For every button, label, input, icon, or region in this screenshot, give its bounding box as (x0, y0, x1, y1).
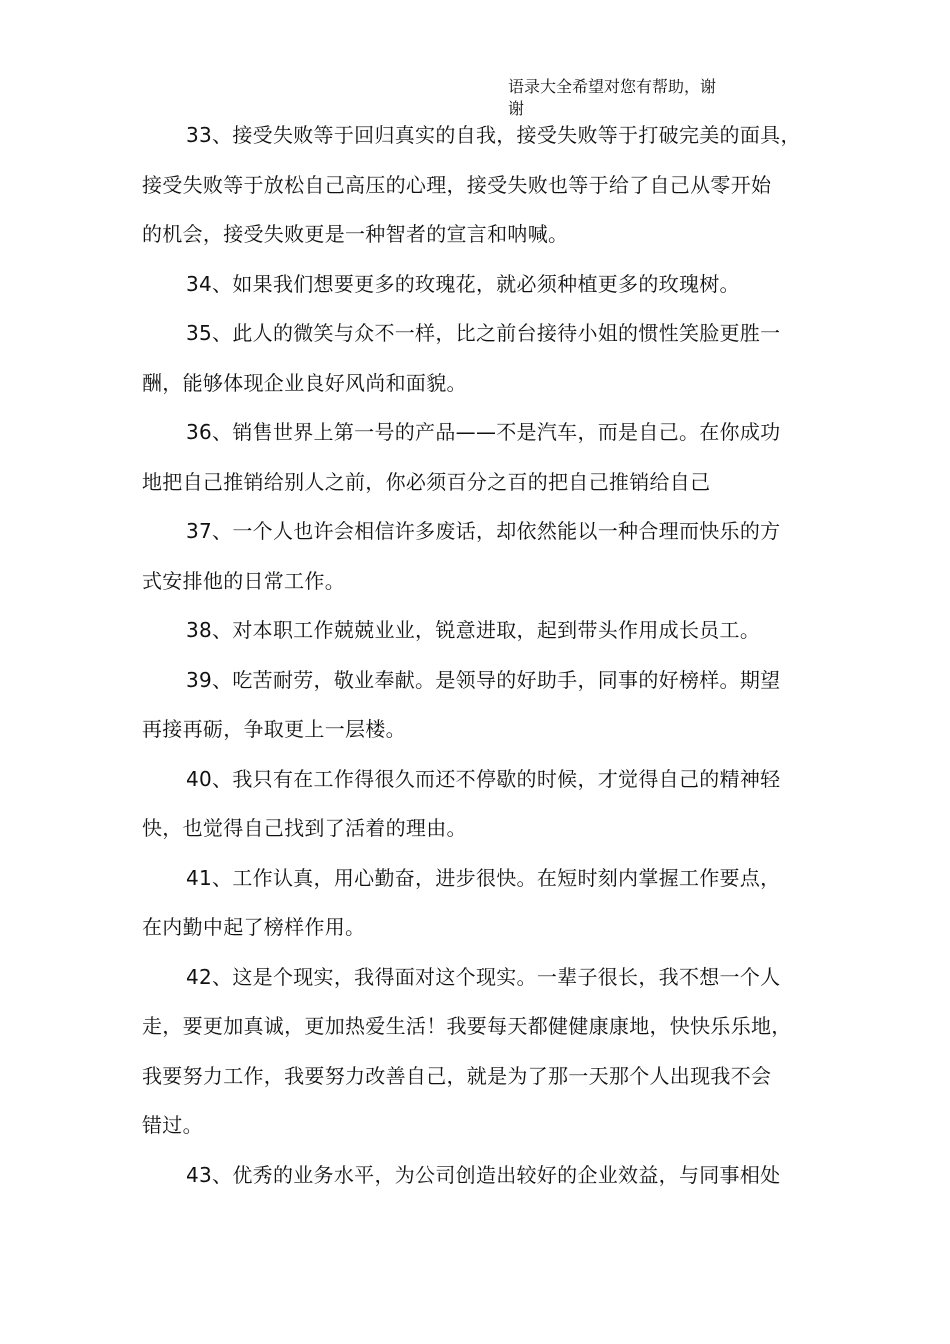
paragraph-line: 我要努力工作，我要努力改善自己，就是为了那一天那个人出现我不会 (142, 1063, 772, 1088)
paragraph-first-line: 33、接受失败等于回归真实的自我，接受失败等于打破完美的面具， (186, 123, 801, 147)
paragraph-first-line: 41、工作认真，用心勤奋，进步很快。在短时刻内掌握工作要点， (186, 865, 781, 890)
paragraph-first-line: 34、如果我们想要更多的玫瑰花，就必须种植更多的玫瑰树。 (186, 271, 740, 296)
paragraph-first-line: 35、此人的微笑与众不一样，比之前台接待小姐的惯性笑脸更胜一 (186, 321, 781, 345)
header-note (508, 76, 758, 120)
paragraph-line: 在内勤中起了榜样作用。 (142, 915, 366, 939)
paragraph-first-line: 36、销售世界上第一号的产品——不是汽车，而是自己。在你成功 (186, 420, 781, 444)
paragraph-line: 地把自己推销给别人之前，你必须百分之百的把自己推销给自己 (142, 469, 711, 494)
paragraph-first-line: 39、吃苦耐劳，敬业奉献。是领导的好助手，同事的好榜样。期望 (186, 667, 781, 692)
paragraph-line: 的机会，接受失败更是一种智者的宣言和呐喊。 (142, 222, 569, 246)
paragraph-line: 酬，能够体现企业良好风尚和面貌。 (142, 370, 467, 395)
paragraph-line: 再接再砺，争取更上一层楼。 (142, 717, 406, 741)
paragraph-line: 走，要更加真诚，更加热爱生活！我要每天都健健康康地，快快乐乐地， (142, 1014, 792, 1038)
paragraph-first-line: 38、对本职工作兢兢业业，锐意进取，起到带头作用成长员工。 (186, 618, 761, 642)
paragraph-line: 快，也觉得自己找到了活着的理由。 (142, 816, 467, 840)
paragraph-line: 式安排他的日常工作。 (142, 568, 345, 593)
paragraph-line: 错过。 (142, 1113, 203, 1137)
header-note-line: 语录大全希望对您有帮助，谢 (508, 77, 717, 96)
paragraph-first-line: 40、我只有在工作得很久而还不停歇的时候，才觉得自己的精神轻 (186, 766, 781, 791)
header-note-line: 谢 (508, 99, 525, 118)
paragraph-first-line: 37、一个人也许会相信许多废话，却依然能以一种合理而快乐的方 (186, 519, 781, 543)
paragraph-first-line: 43、优秀的业务水平，为公司创造出较好的企业效益，与同事相处 (186, 1162, 781, 1187)
paragraph-first-line: 42、这是个现实，我得面对这个现实。一辈子很长，我不想一个人 (186, 964, 781, 989)
paragraph-line: 接受失败等于放松自己高压的心理，接受失败也等于给了自己从零开始 (142, 172, 772, 197)
